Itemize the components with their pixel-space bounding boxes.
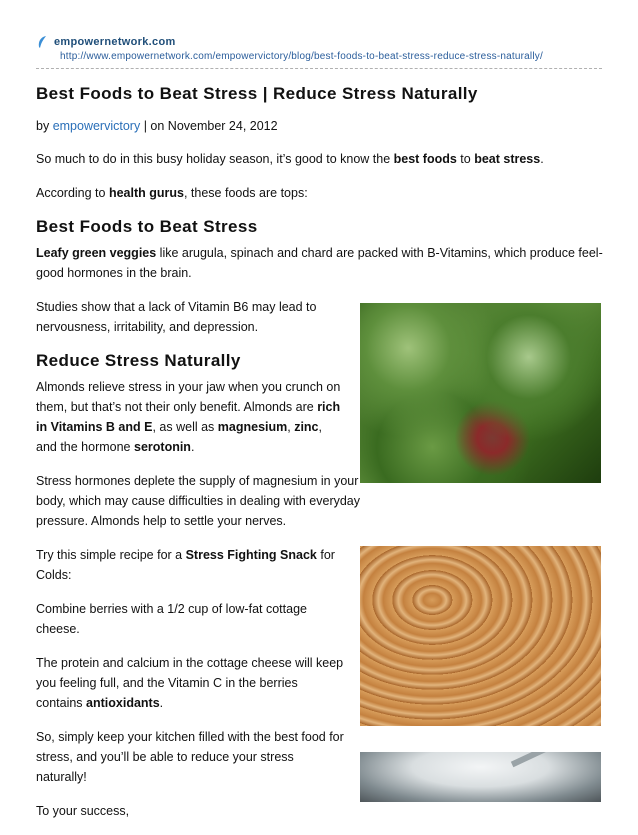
paragraph: Combine berries with a 1/2 cup of low-fat cottage cheese.	[36, 602, 307, 636]
paragraph: The protein and calcium in the cottage cheese will keep you feeling full, and the Vitamin C in the berries contains antioxidants.	[36, 656, 344, 710]
paragraph: To your success,	[36, 804, 130, 818]
paragraph: Stress hormones deplete the supply of magnesium in your body, which may cause difficulties in dealing with everyday pressure. Almonds help to settle your nerves.	[36, 474, 361, 528]
author-link[interactable]: empowervictory	[52, 119, 141, 133]
article-meta: by empowervictory | on November 24, 2012	[36, 119, 278, 133]
header-divider	[36, 68, 602, 69]
section-heading: Best Foods to Beat Stress	[36, 217, 258, 236]
paragraph: Studies show that a lack of Vitamin B6 may lead to nervousness, irritability, and depression.	[36, 300, 317, 334]
page-url[interactable]: http://www.empowernetwork.com/empowervictory/blog/best-foods-to-beat-stress-reduce-stress-naturally/	[60, 51, 543, 62]
paragraph: Try this simple recipe for a Stress Fighting Snack for Colds:	[36, 548, 335, 582]
site-name[interactable]: empowernetwork.com	[54, 36, 176, 48]
section-heading: Reduce Stress Naturally	[36, 351, 241, 370]
leafy-greens-image	[360, 303, 601, 483]
almonds-image	[360, 546, 601, 726]
paragraph: Leafy green veggies like arugula, spinach and chard are packed with B-Vitamins, which produce feel-good hormones in the brain.	[36, 246, 603, 280]
page-header	[36, 35, 602, 62]
paragraph: Almonds relieve stress in your jaw when you crunch on them, but that’s not their only benefit. Almonds are rich in Vitamins B and E, as well as magnesium, zinc, and the hormone serotonin.	[36, 380, 341, 454]
article-title: Best Foods to Beat Stress | Reduce Stress Naturally	[36, 84, 478, 103]
feather-icon	[36, 35, 48, 49]
paragraph: According to health gurus, these foods are tops:	[36, 186, 308, 200]
cottage-cheese-image	[360, 752, 601, 802]
intro-paragraph: So much to do in this busy holiday season, it’s good to know the best foods to beat stress.	[36, 152, 544, 166]
paragraph: So, simply keep your kitchen filled with the best food for stress, and you’ll be able to reduce your stress naturally!	[36, 730, 344, 784]
